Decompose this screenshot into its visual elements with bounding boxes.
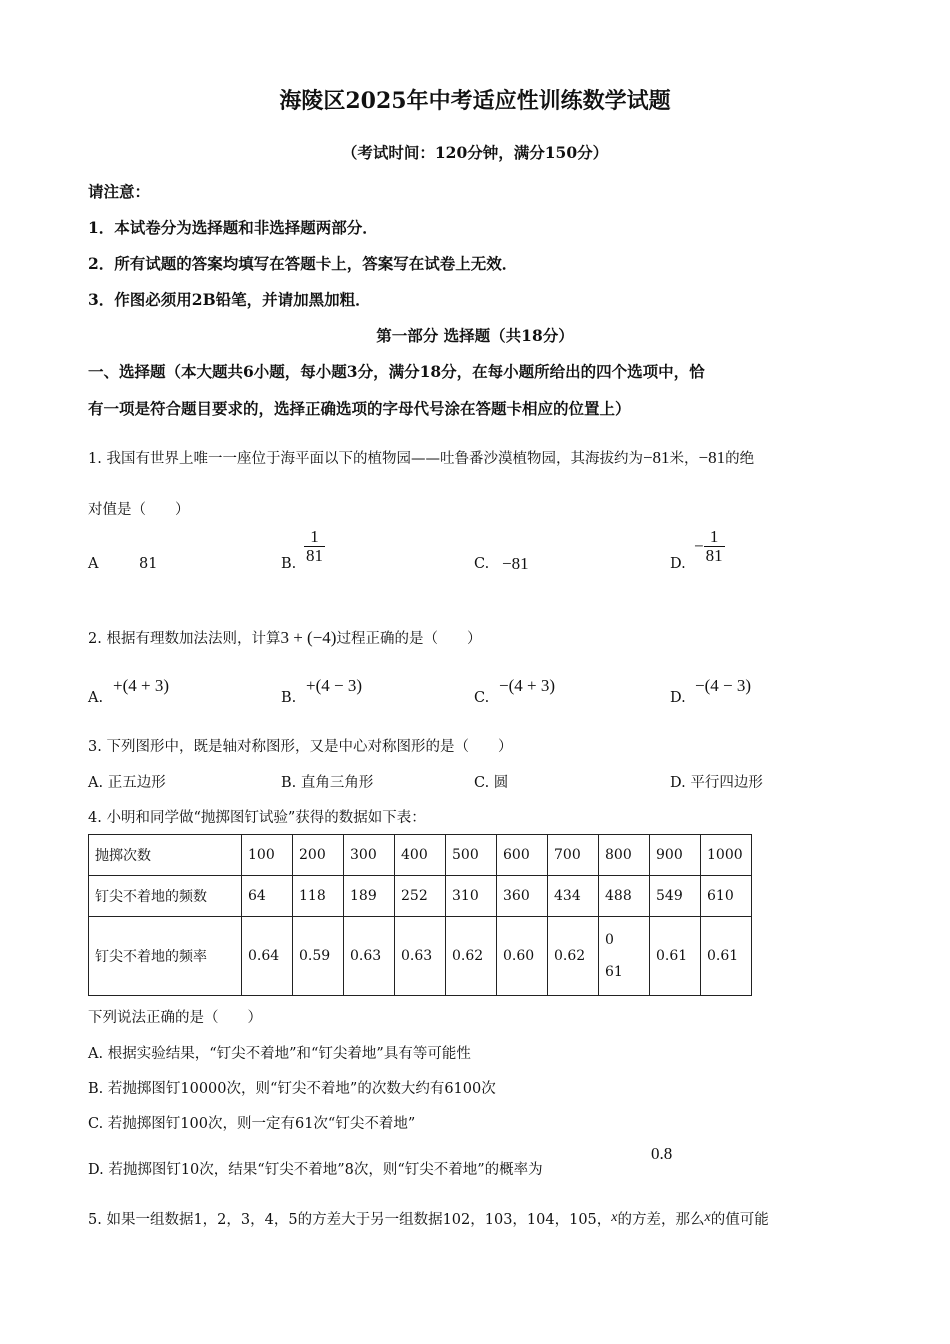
table-cell: 488 — [599, 876, 650, 917]
table-cell: 300 — [344, 835, 395, 876]
q2-option-d-value: −(4 − 3) — [695, 676, 751, 695]
question-1-math-2: −81 — [698, 448, 726, 467]
notice-heading: 请注意： — [88, 182, 151, 201]
table-row — [89, 917, 752, 996]
section1-instructions-line2: 有一项是符合题目要求的，选择正确选项的字母代号涂在答题卡相应的位置上） — [88, 399, 631, 418]
table-cell: 600 — [497, 835, 548, 876]
question-1-stem — [88, 447, 754, 468]
table-cell: 64 — [242, 876, 293, 917]
q2-option-c-label: C. — [474, 690, 490, 706]
question-3-stem: 3. 下列图形中，既是轴对称图形，又是中心对称图形的是（ ） — [88, 739, 513, 755]
question-5-var-1: x — [611, 1210, 618, 1225]
question-1-stem-line2: 对值是（ ） — [88, 502, 190, 518]
q1-option-d-fraction — [694, 528, 725, 565]
q4-option-a: A. 根据实验结果，“钉尖不着地”和“钉尖着地”具有等可能性 — [88, 1046, 471, 1062]
table-row — [89, 876, 752, 917]
page-title: 海陵区2025年中考适应性训练数学试题 — [279, 88, 671, 114]
table-cell: 900 — [650, 835, 701, 876]
table-cell: 189 — [344, 876, 395, 917]
table-cell: 200 — [293, 835, 344, 876]
table-cell: 360 — [497, 876, 548, 917]
table-cell: 252 — [395, 876, 446, 917]
table-cell: 0.61 — [701, 917, 752, 996]
notice-item-1: 1．本试卷分为选择题和非选择题两部分． — [88, 218, 378, 237]
table-cell: 0.63 — [344, 917, 395, 996]
q2-option-a-value: +(4 + 3) — [113, 676, 169, 695]
q1-option-d-denominator: 81 — [705, 545, 723, 565]
table-cell: 800 — [599, 835, 650, 876]
q4-option-c: C. 若抛掷图钉100次，则一定有61次“钉尖不着地” — [88, 1116, 416, 1132]
table-cell: 610 — [701, 876, 752, 917]
table-row — [89, 835, 752, 876]
q2-option-c-value: −(4 + 3) — [499, 676, 555, 695]
table-cell: 310 — [446, 876, 497, 917]
question-1-text-a: 1. 我国有世界上唯一一座位于海平面以下的植物园——吐鲁番沙漠植物园，其海拔约为 — [88, 451, 643, 467]
q4-option-d: D. 若抛掷图钉10次，结果“钉尖不着地”8次，则“钉尖不着地”的概率为 — [88, 1162, 543, 1178]
q1-option-b-numerator: 1 — [304, 528, 325, 547]
q3-option-c: C. 圆 — [474, 775, 509, 791]
question-5-stem — [88, 1208, 769, 1229]
q1-option-c-label: C. — [474, 556, 490, 572]
q1-option-c-value: −81 — [502, 554, 529, 573]
q2-option-b-label: B. — [281, 690, 297, 706]
q3-option-a: A. 正五边形 — [88, 775, 166, 791]
q3-option-b: B. 直角三角形 — [281, 775, 374, 791]
question-1-text-c: 的绝 — [725, 451, 755, 467]
question-4-prompt: 下列说法正确的是（ ） — [88, 1010, 262, 1026]
table-cell: 100 — [242, 835, 293, 876]
table-cell: 0.60 — [497, 917, 548, 996]
table-cell-wrap-top: 0 — [605, 932, 614, 948]
table-cell: 0.61 — [650, 917, 701, 996]
table-cell: 700 — [548, 835, 599, 876]
table-cell: 549 — [650, 876, 701, 917]
table-cell: 0.62 — [548, 917, 599, 996]
q1-option-b-denominator: 81 — [306, 545, 323, 565]
table-row-header: 钉尖不着地的频率 — [89, 917, 242, 996]
table-cell: 434 — [548, 876, 599, 917]
q3-option-d: D. 平行四边形 — [670, 775, 763, 791]
q1-option-a-label: A — [88, 556, 99, 572]
notice-item-3: 3．作图必须用2B铅笔，并请加黑加粗． — [88, 290, 371, 309]
question-4-stem: 4. 小明和同学做“抛掷图钉试验”获得的数据如下表： — [88, 810, 426, 826]
question-1-text-b: 米， — [669, 451, 699, 467]
table-row-header: 抛掷次数 — [89, 835, 242, 876]
notice-item-2: 2．所有试题的答案均填写在答题卡上，答案写在试卷上无效． — [88, 254, 518, 273]
q1-option-d-numerator: 1 — [704, 528, 725, 547]
section1-instructions-line1: 一、选择题（本大题共6小题，每小题3分，满分18分，在每小题所给出的四个选项中，恰 — [88, 362, 705, 381]
question-2-text-a: 2. 根据有理数加法法则，计算 — [88, 631, 281, 647]
table-cell: 0.59 — [293, 917, 344, 996]
question-1-math-1: −81 — [642, 448, 670, 467]
table-cell: 118 — [293, 876, 344, 917]
q2-option-d-label: D. — [670, 690, 686, 706]
table-cell: 500 — [446, 835, 497, 876]
q1-option-a-value: 81 — [139, 556, 158, 572]
q2-option-a-label: A. — [88, 690, 104, 706]
q2-option-b-value: +(4 − 3) — [306, 676, 362, 695]
q4-option-d-math: 0.8 — [651, 1144, 673, 1163]
table-row-header: 钉尖不着地的频数 — [89, 876, 242, 917]
q1-option-d-sign: − — [694, 536, 704, 556]
q1-option-b-fraction — [304, 528, 325, 565]
table-cell-wrap-bottom: 61 — [605, 964, 623, 980]
experiment-data-table — [88, 834, 752, 996]
q1-option-b-label: B. — [281, 556, 297, 572]
question-2-math: 3 + (−4) — [280, 628, 337, 647]
question-5-var-2: x — [704, 1210, 711, 1225]
table-cell-wrapped — [599, 917, 650, 996]
question-2-text-b: 过程正确的是（ ） — [336, 631, 482, 647]
question-5-text-a: 5. 如果一组数据1，2，3，4，5的方差大于另一组数据102，103，104，105， — [88, 1212, 612, 1228]
table-cell: 0.62 — [446, 917, 497, 996]
table-cell: 400 — [395, 835, 446, 876]
table-cell: 0.63 — [395, 917, 446, 996]
exam-info: （考试时间：120分钟，满分150分） — [341, 143, 609, 162]
q4-option-b: B. 若抛掷图钉10000次，则“钉尖不着地”的次数大约有6100次 — [88, 1081, 496, 1097]
part1-heading: 第一部分 选择题（共18分） — [376, 326, 574, 345]
q1-option-d-label: D. — [670, 556, 686, 572]
table-cell: 1000 — [701, 835, 752, 876]
question-2-stem — [88, 627, 481, 648]
table-cell: 0.64 — [242, 917, 293, 996]
question-5-text-c: 的值可能 — [710, 1212, 769, 1228]
question-5-text-b: 的方差，那么 — [617, 1212, 705, 1228]
